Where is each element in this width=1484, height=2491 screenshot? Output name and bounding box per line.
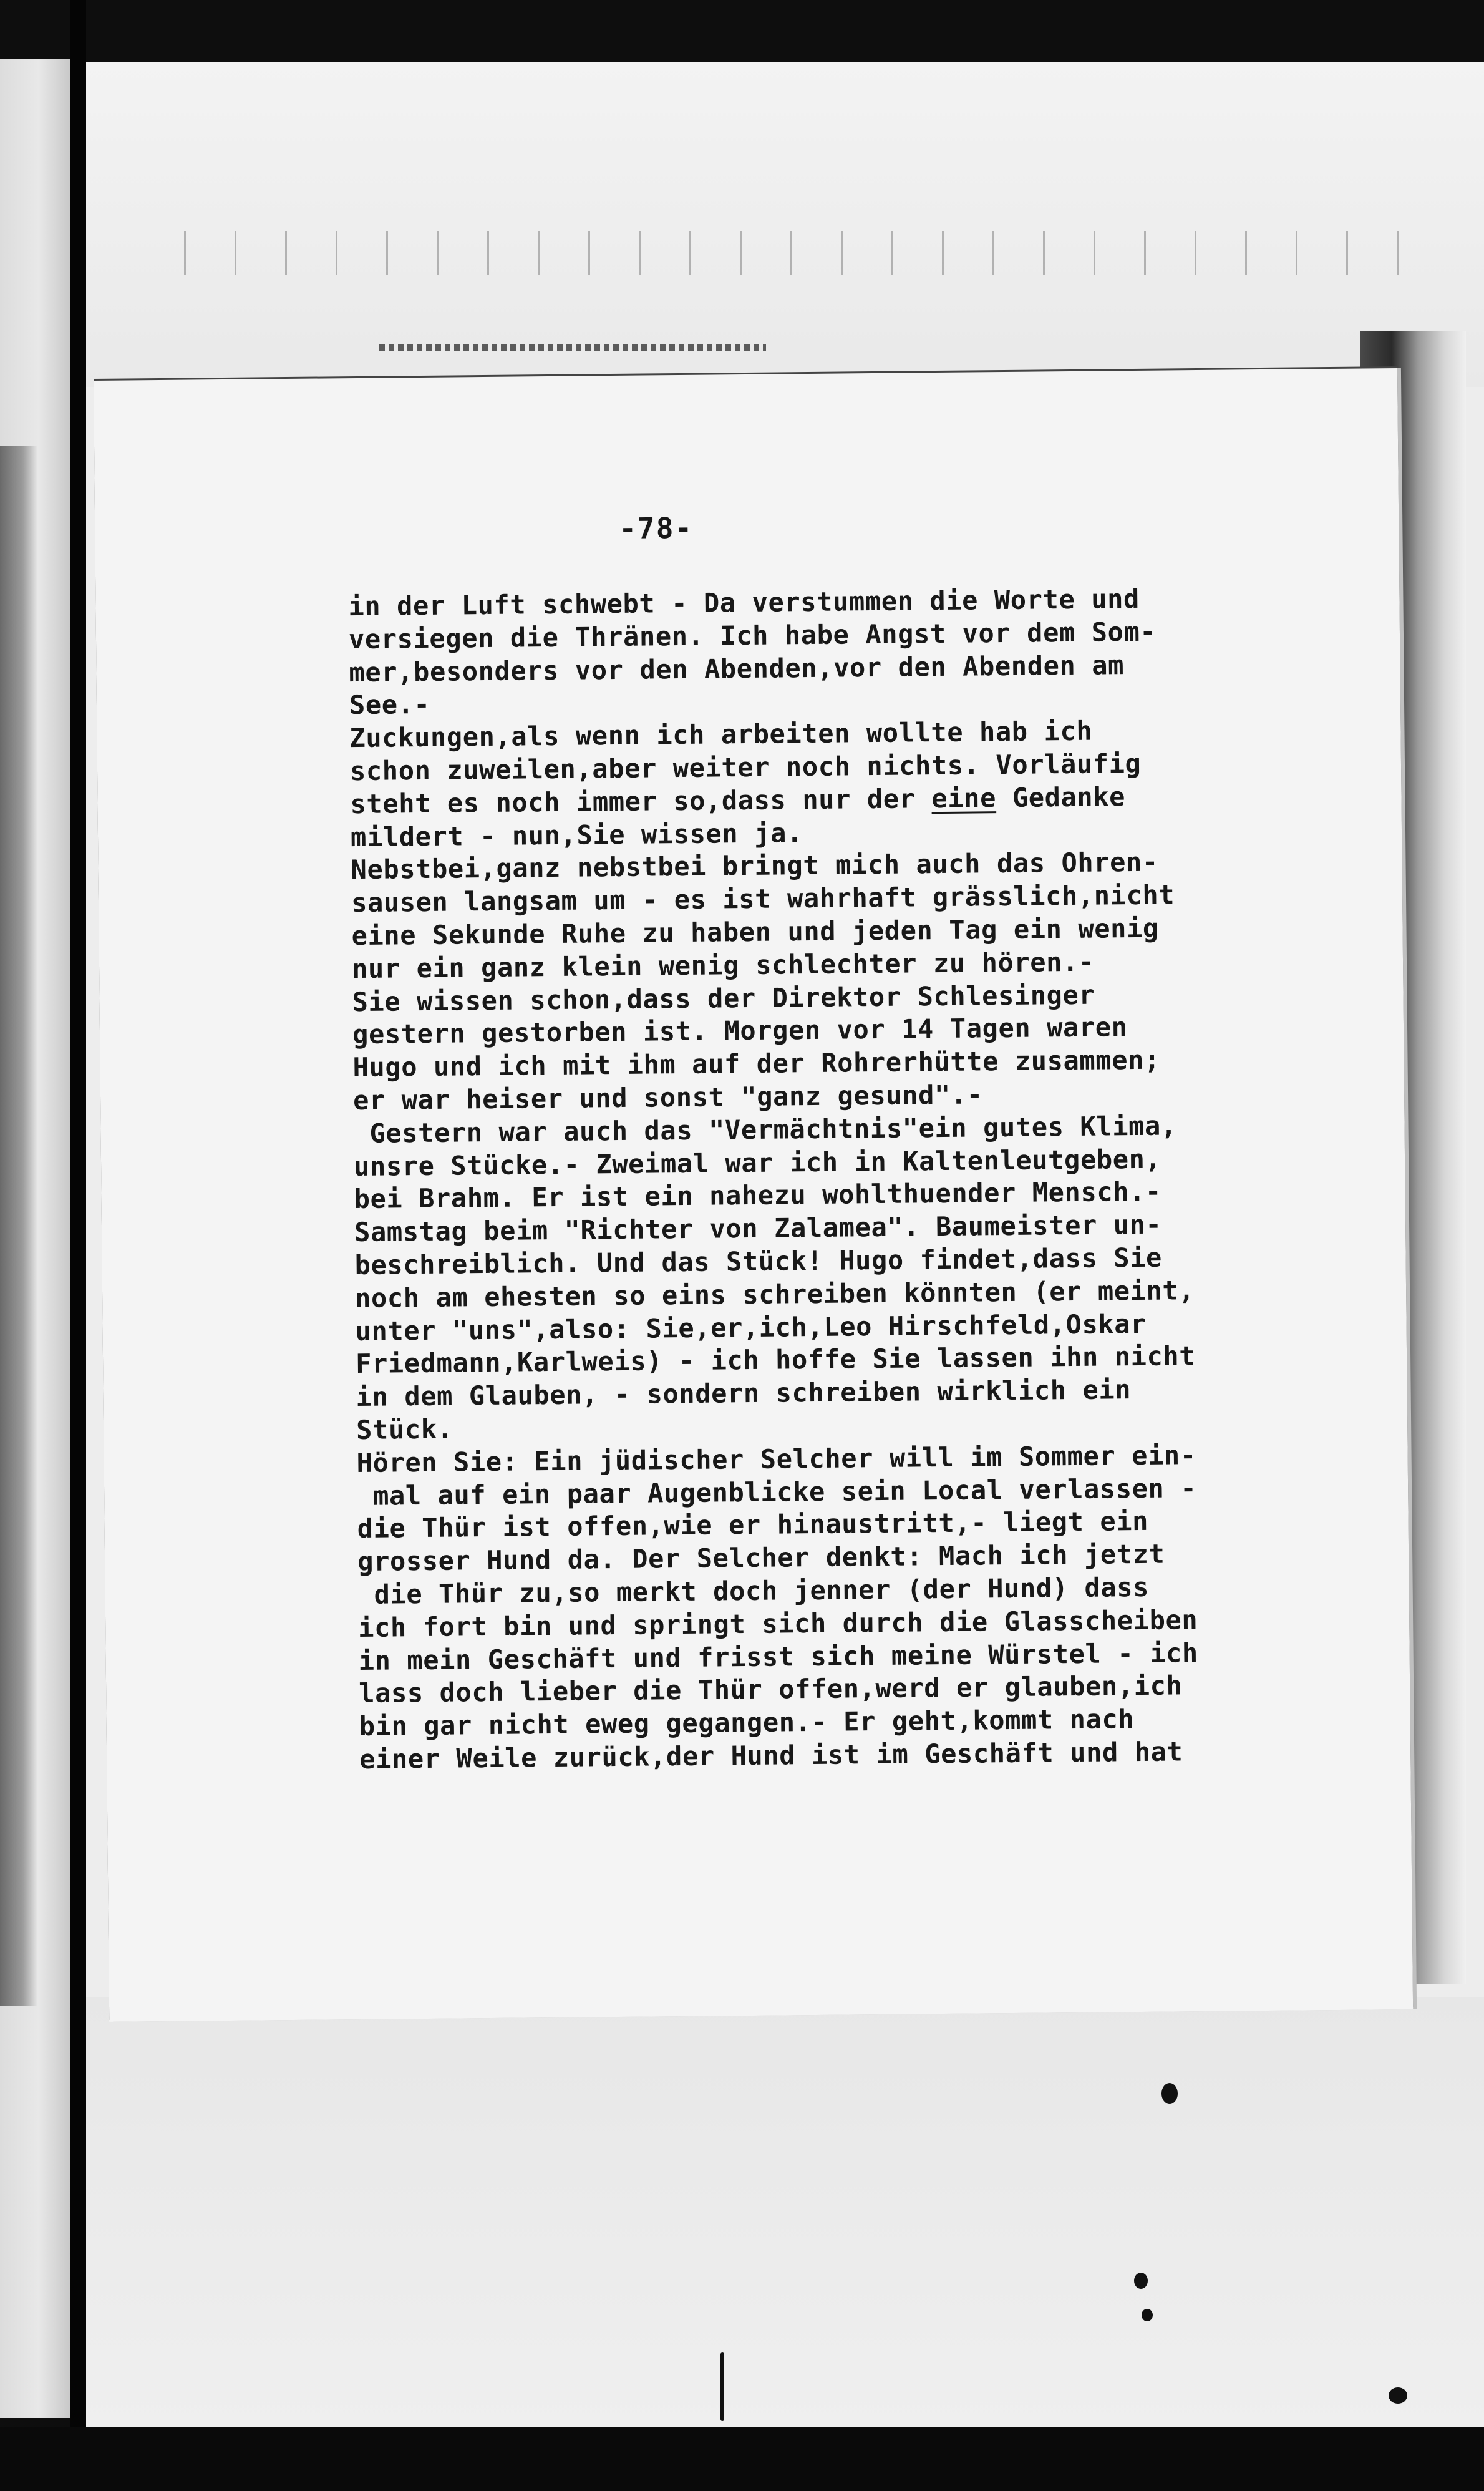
typed-page — [94, 368, 1413, 2022]
text-line-end: Gedanke — [996, 781, 1126, 813]
text-line: nur ein ganz klein wenig schlechter zu hören.- — [351, 946, 1095, 984]
text-line: versiegen die Thränen. Ich habe Angst vor dem Som- — [348, 616, 1157, 655]
text-line: bin gar nicht eweg gegangen.- Er geht,kommt nach — [359, 1704, 1135, 1742]
text-line: in der Luft schwebt - Da verstummen die Worte und — [348, 583, 1140, 622]
dash-marks — [379, 344, 766, 351]
page-number: -78- — [619, 510, 694, 545]
text-line: die Thür zu,so merkt doch jenner (der Hund) dass — [357, 1571, 1150, 1610]
underlined-word: eine — [931, 782, 997, 814]
text-line: bei Brahm. Er ist ein nahezu wohlthuender Mensch.- — [354, 1176, 1162, 1215]
text-line: See.- — [349, 689, 430, 721]
text-line: grosser Hund da. Der Selcher denkt: Mach ich jetzt — [357, 1538, 1165, 1577]
text-line: unsre Stücke.- Zweimal war ich in Kaltenleutgeben, — [353, 1143, 1161, 1182]
ink-speck — [1142, 2309, 1153, 2321]
text-line: Nebstbei,ganz nebstbei bringt mich auch das Ohren- — [351, 847, 1159, 885]
text-line: Stück. — [356, 1413, 453, 1445]
ink-speck — [1134, 2273, 1148, 2289]
text-line: lass doch lieber die Thür offen,werd er glauben,ich — [358, 1670, 1183, 1709]
text-line: mal auf ein paar Augenblicke sein Local verlassen - — [356, 1472, 1197, 1511]
text-line: eine Sekunde Ruhe zu haben und jeden Tag ein wenig — [351, 912, 1160, 952]
ink-speck — [1161, 2083, 1178, 2104]
binding-gutter — [70, 0, 86, 2491]
text-line: Sie wissen schon,dass der Direktor Schlesinger — [352, 979, 1095, 1017]
text-line: Gestern war auch das "Vermächtnis"ein gutes Klima, — [353, 1110, 1177, 1149]
text-line: ich fort bin und springt sich durch die Glasscheiben — [357, 1604, 1198, 1643]
text-line: gestern gestorben ist. Morgen vor 14 Tagen waren — [352, 1012, 1128, 1050]
text-line: Friedmann,Karlweis) - ich hoffe Sie lassen ihn nicht — [355, 1340, 1196, 1380]
text-line: Hören Sie: Ein jüdischer Selcher will im Sommer ein- — [356, 1439, 1196, 1478]
text-line: er war heiser und sonst "ganz gesund".- — [352, 1079, 983, 1116]
previous-page-edge — [0, 59, 70, 2418]
text-line: unter "uns",also: Sie,er,ich,Leo Hirschfeld,Oskar — [355, 1308, 1147, 1347]
page-shadow — [0, 446, 37, 2006]
text-line: noch am ehesten so eins schreiben könnten (er meint, — [354, 1274, 1195, 1314]
text-line: mildert - nun,Sie wissen ja. — [350, 817, 803, 852]
back-sheet-bottom — [86, 1997, 1484, 2427]
text-line: einer Weile zurück,der Hund ist im Geschäft und hat — [359, 1736, 1183, 1775]
text-line: sausen langsam um - es ist wahrhaft grässlich,nicht — [351, 879, 1175, 919]
text-line: Zuckungen,als wenn ich arbeiten wollte hab ich — [349, 715, 1093, 754]
scan-border — [0, 2427, 1484, 2491]
text-line: mer,besonders vor den Abenden,vor den Abenden am — [349, 649, 1125, 688]
ink-speck — [1389, 2387, 1407, 2404]
text-line: in dem Glauben, - sondern schreiben wirklich ein — [356, 1374, 1132, 1413]
text-line: beschreiblich. Und das Stück! Hugo findet,dass Sie — [354, 1242, 1163, 1280]
typewriter-marks — [161, 231, 1440, 275]
back-sheet-top — [86, 62, 1484, 387]
text-line: schon zuweilen,aber weiter noch nichts. Vorläufig — [349, 748, 1142, 787]
ink-speck — [720, 2352, 724, 2421]
text-line: in mein Geschäft und frisst sich meine Würstel - ich — [358, 1637, 1198, 1676]
text-line-start: steht es noch immer so,dass nur der — [350, 782, 932, 819]
text-line: Samstag beim "Richter von Zalamea". Baumeister un- — [354, 1209, 1162, 1248]
letter-body — [348, 580, 1420, 1777]
text-line: Hugo und ich mit ihm auf der Rohrerhütte zusammen; — [352, 1044, 1161, 1083]
text-line: die Thür ist offen,wie er hinaustritt,- liegt ein — [357, 1506, 1149, 1544]
